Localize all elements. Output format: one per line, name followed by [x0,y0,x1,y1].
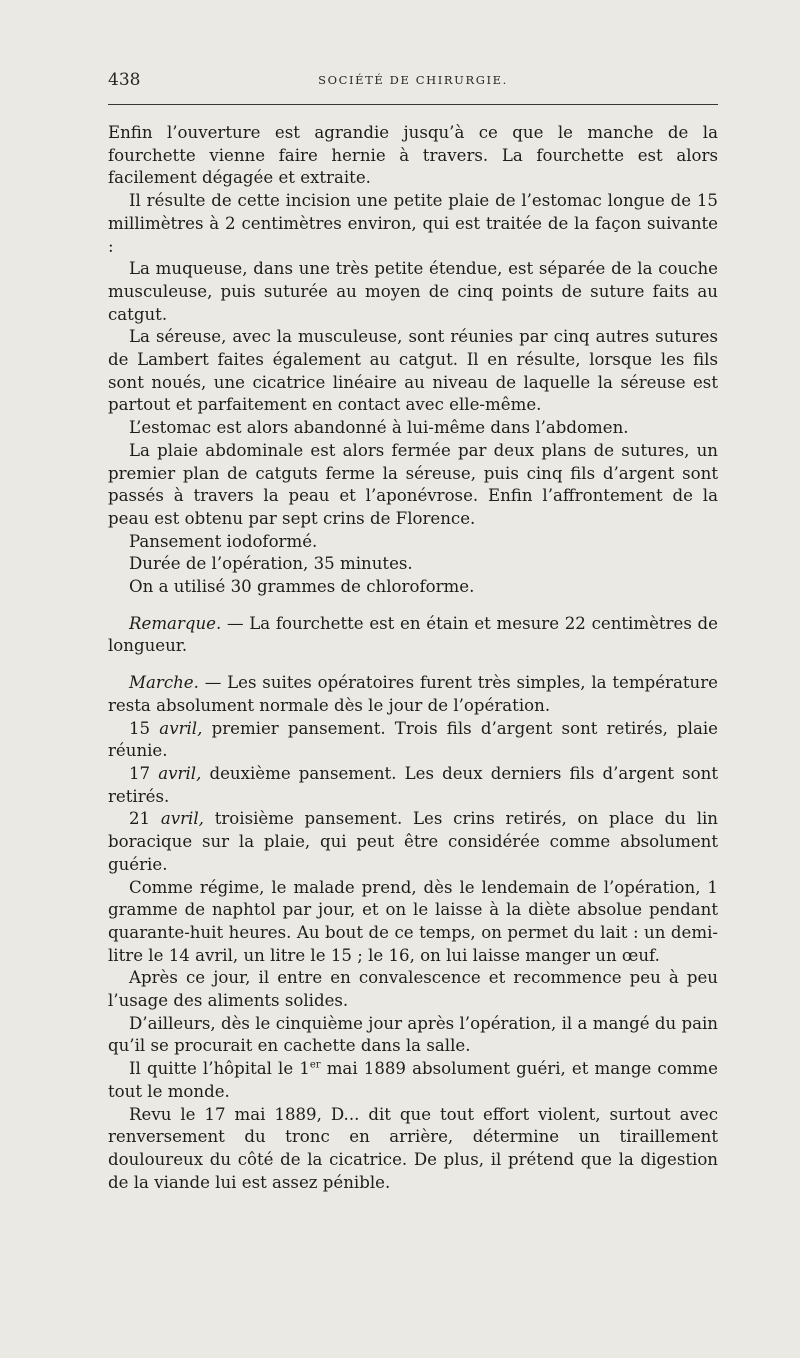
marche-lead: Marche. [129,673,199,693]
body-text [108,122,718,1194]
paragraph: Revu le 17 mai 1889, D... dit que tout effort violent, surtout avec renversement du tronc en arrière, détermine un tiraillement douloureux du côté de la cicatrice. De plus, il prétend que la digestion de la viande lui est assez pénible. [108,1104,718,1192]
paragraph: La plaie abdominale est alors fermée par deux plans de sutures, un premier plan de catguts ferme la séreuse, puis cinq fils d’argent sont passés à travers la peau et l’aponévrose. Enfin l’affrontement de la peau est obtenu par sept crins de Florence. [108,440,718,528]
paragraph: Après ce jour, il entre en convalescence et recommence peu à peu l’usage des aliments solides. [108,968,718,1011]
paragraph: Durée de l’opération, 35 minutes. [129,554,413,574]
remark-lead: Remarque. [129,613,222,633]
running-head: SOCIÉTÉ DE CHIRURGIE. [318,73,508,87]
remark-paragraph: Remarque. — La fourchette est en étain et mesure 22 centimètres de longueur. [108,613,718,656]
paragraph: On a utilisé 30 grammes de chloroforme. [129,577,475,597]
paragraph: Comme régime, le malade prend, dès le lendemain de l’opération, 1 gramme de naphtol par jour, et on le laisse à la diète absolue pendant quarante-huit heures. Au bout de ce temps, on permet du lait : un demi-litre le 14 avril, un litre le 15 ; le 16, on lui laisse manger un œuf. [108,877,718,965]
paragraph: Il quitte l’hôpital le 1er mai 1889 absolument guéri, et mange comme tout le monde. [108,1059,718,1101]
paragraph: La séreuse, avec la musculeuse, sont réunies par cinq autres sutures de Lambert faites également au catgut. Il en résulte, lorsque les fils sont noués, une cicatrice linéaire au niveau de laquelle la séreuse est partout et parfaitement en contact avec elle-même. [108,327,718,415]
dated-paragraph: 21 avril, troisième pansement. Les crins retirés, on place du lin boracique sur la plaie, qui peut être considérée comme absolument guérie. [108,809,718,874]
paragraph: Enfin l’ouverture est agrandie jusqu’à ce que le manche de la fourchette vienne faire hernie à travers. La fourchette est alors facilement dégagée et extraite. [108,123,718,188]
marche-paragraph: Marche. — Les suites opératoires furent très simples, la température resta absolument normale dès le jour de l’opération. [108,673,718,715]
header-rule [108,104,718,105]
paragraph: L’estomac est alors abandonné à lui-même dans l’abdomen. [129,418,629,438]
dated-paragraph: 17 avril, deuxième pansement. Les deux derniers fils d’argent sont retirés. [108,763,719,806]
paragraph: Il résulte de cette incision une petite plaie de l’estomac longue de 15 millimètres à 2 centimètres environ, qui est traitée de la façon suivante : [108,191,718,256]
paragraph: D’ailleurs, dès le cinquième jour après l’opération, il a mangé du pain qu’il se procurait en cachette dans la salle. [108,1013,718,1056]
paragraph: La muqueuse, dans une très petite étendue, est séparée de la couche musculeuse, puis suturée au moyen de cinq points de suture faits au catgut. [108,259,718,324]
page-number: 438 [108,70,141,90]
page-header [108,70,718,94]
paragraph: Pansement iodoformé. [129,531,318,551]
dated-paragraph: 15 avril, premier pansement. Trois fils d’argent sont retirés, plaie réunie. [108,718,718,761]
